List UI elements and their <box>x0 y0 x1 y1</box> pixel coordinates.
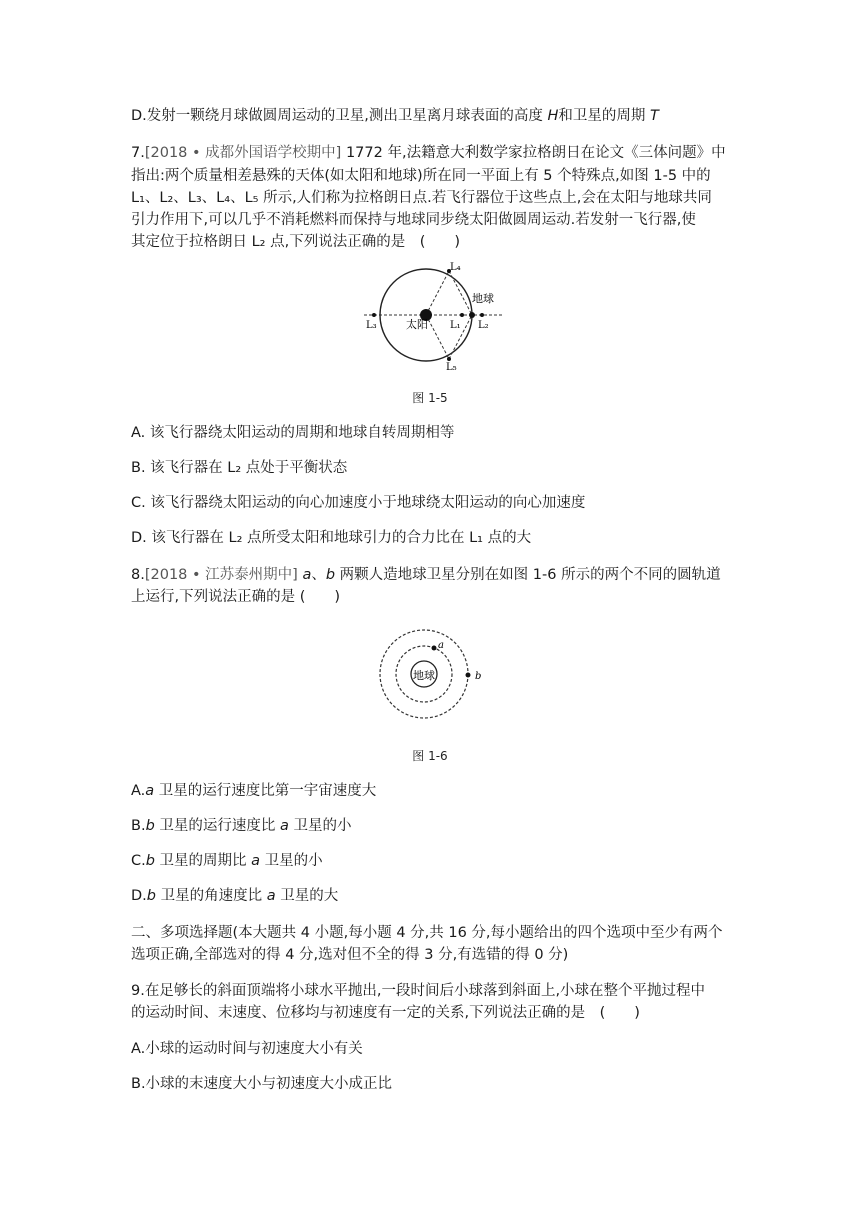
q8-number: 8. <box>131 567 145 583</box>
figure-1-5-caption: 图 1-5 <box>412 391 448 405</box>
q8-d-post: 卫星的大 <box>275 888 339 904</box>
q8-line1 <box>131 565 731 585</box>
figure-1-6 <box>346 626 496 726</box>
q8-source: [2018 • 江苏泰州期中] <box>144 567 298 583</box>
figure-1-6-caption: 图 1-6 <box>412 749 448 763</box>
q8-b-post: 卫星的小 <box>288 818 352 834</box>
q8-d-pre: D. <box>131 888 147 904</box>
q8-line1-rest: 两颗人造地球卫星分别在如图 1-6 所示的两个不同的圆轨道 <box>335 567 721 583</box>
q8-c-var: b <box>145 853 155 869</box>
figure-1-5 <box>360 258 510 374</box>
q8-b-var: b <box>145 818 155 834</box>
q7-line1 <box>131 143 731 163</box>
var-a: a <box>302 567 312 583</box>
q8-d-var2: a <box>266 888 276 904</box>
sun-label: 太阳 <box>406 318 428 331</box>
q9-option-a: A.小球的运动时间与初速度大小有关 <box>131 1041 363 1057</box>
l1-dot <box>460 313 464 317</box>
dash-l4-earth <box>449 271 472 315</box>
q8-d-mid: 卫星的角速度比 <box>156 888 267 904</box>
dash-sun-l5 <box>426 315 449 359</box>
q7-option-a: A. 该飞行器绕太阳运动的周期和地球自转周期相等 <box>131 425 455 441</box>
q7-line5: 其定位于拉格朗日 L₂ 点,下列说法正确的是 ( ) <box>131 234 461 250</box>
q7-source: [2018 • 成都外国语学校期中] <box>144 145 342 161</box>
var-b: b <box>325 567 336 583</box>
q8-b-pre: B. <box>131 818 146 834</box>
satellite-b <box>466 673 471 678</box>
l5-label: L₅ <box>446 362 457 373</box>
q8-c-var2: a <box>251 853 261 869</box>
q8-option-d <box>131 886 731 906</box>
earth-label-2: 地球 <box>413 669 435 682</box>
q8-option-c <box>131 851 731 871</box>
q8-a-pre: A. <box>131 783 146 799</box>
l1-label: L₁ <box>450 320 461 331</box>
q8-sep: 、 <box>311 567 326 583</box>
satellite-a <box>432 646 437 651</box>
l2-label: L₂ <box>478 320 489 331</box>
q7-option-d: D. 该飞行器在 L₂ 点所受太阳和地球引力的合力比在 L₁ 点的大 <box>131 530 532 546</box>
l2-dot <box>480 313 484 317</box>
q8-d-var: b <box>146 888 156 904</box>
section2-line2: 选项正确,全部选对的得 4 分,选对但不全的得 3 分,有选错的得 0 分) <box>131 947 569 963</box>
q8-a-post: 卫星的运行速度比第一宇宙速度大 <box>154 783 377 799</box>
q7-line3: L₁、L₂、L₃、L₄、L₅ 所示,人们称为拉格朗日点.若飞行器位于这些点上,会在太阳与地球共同 <box>131 190 712 206</box>
q7-line2: 指出:两个质量相差悬殊的天体(如太阳和地球)所在同一平面上有 5 个特殊点,如图 1-5 中的 <box>131 168 711 184</box>
q8-c-mid: 卫星的周期比 <box>154 853 252 869</box>
q7-option-b: B. 该飞行器在 L₂ 点处于平衡状态 <box>131 460 348 476</box>
section2-line1: 二、多项选择题(本大题共 4 小题,每小题 4 分,共 16 分,每小题给出的四个选项中至少有两个 <box>131 925 723 941</box>
l3-label: L₃ <box>366 320 377 331</box>
q7-line1-text: 1772 年,法籍意大利数学家拉格朗日在论文《三体问题》中 <box>341 145 726 161</box>
q7-line4: 引力作用下,可以几乎不消耗燃料而保持与地球同步绕太阳做圆周运动.若发射一飞行器,使 <box>131 212 696 228</box>
q8-b-var2: a <box>280 818 289 834</box>
earth-dot <box>469 312 475 318</box>
q9-line1: 9.在足够长的斜面顶端将小球水平抛出,一段时间后小球落到斜面上,小球在整个平抛过程中 <box>131 983 706 999</box>
l5-dot <box>447 357 451 361</box>
var-h: H <box>547 108 559 124</box>
q8-b-mid: 卫星的运行速度比 <box>154 818 280 834</box>
q9-line2: 的运动时间、末速度、位移均与初速度有一定的关系,下列说法正确的是 ( ) <box>131 1005 640 1021</box>
q8-option-a <box>131 781 731 801</box>
q8-c-pre: C. <box>131 853 146 869</box>
q9-option-b: B.小球的末速度大小与初速度大小成正比 <box>131 1076 393 1092</box>
l4-label: L₄ <box>450 262 461 273</box>
earth-label: 地球 <box>472 292 494 305</box>
var-t: T <box>650 108 659 124</box>
q6-option-d-mid: 和卫星的周期 <box>558 108 651 124</box>
q8-option-b <box>131 816 731 836</box>
q8-a-var: a <box>145 783 155 799</box>
q8-line2: 上运行,下列说法正确的是 ( ) <box>131 589 341 605</box>
dash-sun-l4 <box>426 271 449 315</box>
q7-number: 7. <box>131 145 145 161</box>
satellite-b-label: b <box>475 671 482 682</box>
satellite-a-label: a <box>438 640 444 651</box>
q6-option-d-text: D.发射一颗绕月球做圆周运动的卫星,测出卫星离月球表面的高度 <box>131 108 548 124</box>
q7-option-c: C. 该飞行器绕太阳运动的向心加速度小于地球绕太阳运动的向心加速度 <box>131 495 586 511</box>
q6-option-d <box>131 106 731 126</box>
l3-dot <box>372 313 376 317</box>
q8-c-post: 卫星的小 <box>260 853 323 869</box>
